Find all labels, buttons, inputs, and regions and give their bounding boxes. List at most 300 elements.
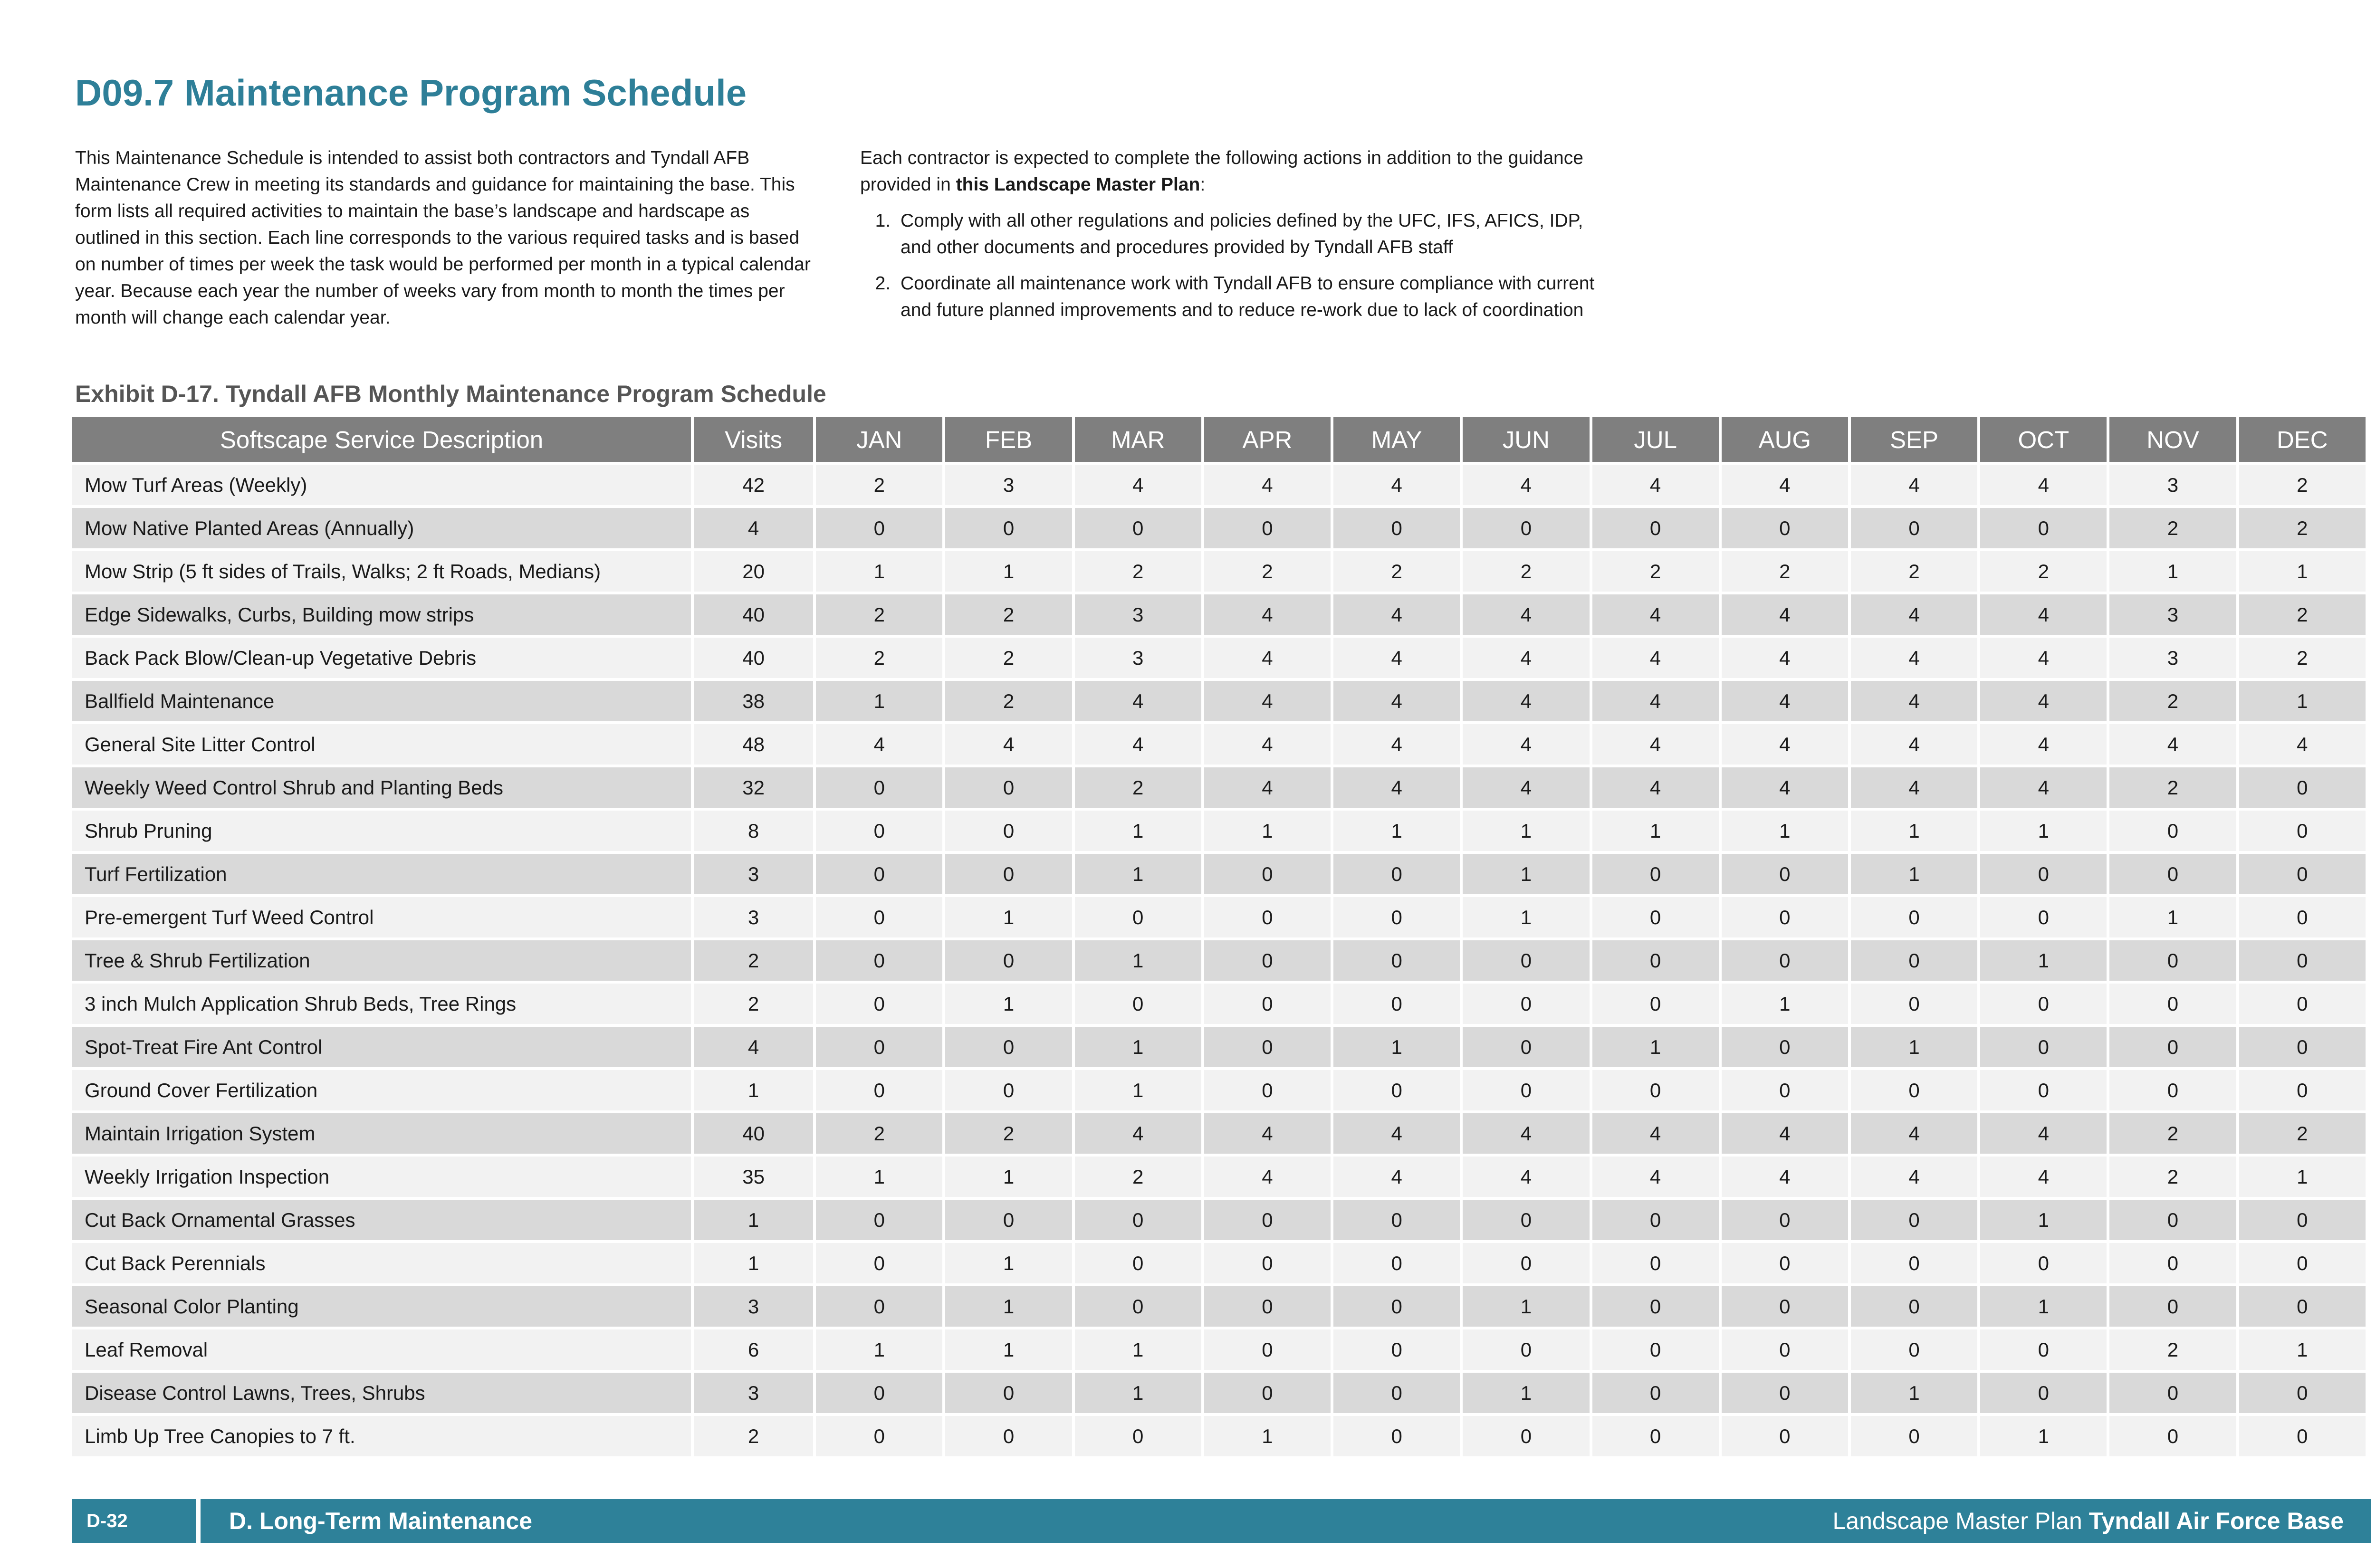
month-cell: 0 [1851,984,1977,1024]
month-cell: 0 [945,1200,1072,1240]
service-description-cell: Seasonal Color Planting [72,1286,691,1327]
month-cell: 4 [945,724,1072,765]
month-cell: 4 [1463,681,1589,721]
month-cell: 1 [945,1286,1072,1327]
month-cell: 0 [1463,1416,1589,1456]
page-title: D09.7 Maintenance Program Schedule [75,72,747,114]
month-cell: 0 [2239,1286,2366,1327]
month-cell: 1 [1980,811,2107,851]
visits-cell: 3 [694,1373,813,1413]
visits-cell: 48 [694,724,813,765]
visits-cell: 8 [694,811,813,851]
month-cell: 4 [1204,681,1331,721]
month-cell: 1 [1333,811,1460,851]
column-header-dec: DEC [2239,417,2366,462]
month-cell: 0 [816,767,942,808]
month-cell: 0 [1851,1329,1977,1370]
month-cell: 4 [1333,1113,1460,1154]
month-cell: 1 [2239,1157,2366,1197]
month-cell: 0 [816,854,942,894]
month-cell: 0 [2109,1373,2236,1413]
month-cell: 4 [1722,767,1848,808]
visits-cell: 3 [694,897,813,937]
service-description-cell: Mow Strip (5 ft sides of Trails, Walks; 2 ft Roads, Medians) [72,551,691,592]
table-row [72,1329,2366,1370]
month-cell: 1 [1075,854,1201,894]
month-cell: 0 [1592,897,1719,937]
month-cell: 0 [1204,508,1331,548]
month-cell: 0 [1463,1200,1589,1240]
month-cell: 4 [1333,465,1460,505]
month-cell: 0 [1333,1416,1460,1456]
month-cell: 0 [1722,1243,1848,1283]
month-cell: 0 [2239,1027,2366,1067]
service-description-cell: Maintain Irrigation System [72,1113,691,1154]
month-cell: 0 [1851,1243,1977,1283]
table-row [72,1243,2366,1283]
month-cell: 0 [1463,1329,1589,1370]
visits-cell: 2 [694,940,813,981]
service-description-cell: Weekly Irrigation Inspection [72,1157,691,1197]
month-cell: 0 [1333,1373,1460,1413]
service-description-cell: Cut Back Ornamental Grasses [72,1200,691,1240]
visits-cell: 1 [694,1243,813,1283]
month-cell: 0 [1204,1027,1331,1067]
service-description-cell: Pre-emergent Turf Weed Control [72,897,691,937]
month-cell: 0 [1333,984,1460,1024]
month-cell: 4 [1075,724,1201,765]
month-cell: 4 [1722,1157,1848,1197]
month-cell: 4 [1851,638,1977,678]
document-title-light: Landscape Master Plan [1832,1508,2089,1534]
month-cell: 2 [2109,1329,2236,1370]
service-description-cell: Shrub Pruning [72,811,691,851]
month-cell: 0 [2109,811,2236,851]
month-cell: 0 [2239,811,2366,851]
month-cell: 2 [2109,1157,2236,1197]
month-cell: 1 [816,1329,942,1370]
month-cell: 0 [2109,1243,2236,1283]
month-cell: 0 [1722,1329,1848,1370]
month-cell: 4 [1592,465,1719,505]
exhibit-title: Exhibit D-17. Tyndall AFB Monthly Maintenance Program Schedule [75,381,826,407]
column-header-may: MAY [1333,417,1460,462]
month-cell: 0 [945,1373,1072,1413]
service-description-cell: Mow Turf Areas (Weekly) [72,465,691,505]
month-cell: 0 [1722,1416,1848,1456]
table-row [72,984,2366,1024]
month-cell: 0 [1980,1070,2107,1110]
month-cell: 0 [816,1027,942,1067]
column-header-aug: AUG [1722,417,1848,462]
month-cell: 2 [816,594,942,635]
month-cell: 4 [1463,1157,1589,1197]
service-description-cell: Edge Sidewalks, Curbs, Building mow strips [72,594,691,635]
column-header-apr: APR [1204,417,1331,462]
month-cell: 0 [1722,1373,1848,1413]
month-cell: 1 [1980,1286,2107,1327]
month-cell: 2 [2109,767,2236,808]
visits-cell: 1 [694,1070,813,1110]
month-cell: 1 [2109,551,2236,592]
month-cell: 0 [2239,1243,2366,1283]
service-description-cell: Mow Native Planted Areas (Annually) [72,508,691,548]
month-cell: 0 [1075,1243,1201,1283]
month-cell: 4 [1592,594,1719,635]
month-cell: 1 [2239,551,2366,592]
month-cell: 0 [2109,854,2236,894]
month-cell: 0 [1592,1373,1719,1413]
month-cell: 2 [2239,1113,2366,1154]
column-header-nov: NOV [2109,417,2236,462]
month-cell: 0 [1592,940,1719,981]
visits-cell: 2 [694,1416,813,1456]
month-cell: 0 [2239,940,2366,981]
service-description-cell: Leaf Removal [72,1329,691,1370]
column-header-description: Softscape Service Description [72,417,691,462]
section-title: D. Long-Term Maintenance [229,1508,533,1534]
month-cell: 4 [1204,724,1331,765]
month-cell: 4 [1980,724,2107,765]
month-cell: 1 [1075,1027,1201,1067]
month-cell: 0 [1463,940,1589,981]
month-cell: 0 [1592,1243,1719,1283]
month-cell: 2 [945,638,1072,678]
month-cell: 4 [1851,767,1977,808]
month-cell: 4 [1463,465,1589,505]
table-row [72,508,2366,548]
table-row [72,1027,2366,1067]
month-cell: 4 [1851,465,1977,505]
visits-cell: 20 [694,551,813,592]
service-description-cell: Limb Up Tree Canopies to 7 ft. [72,1416,691,1456]
month-cell: 0 [1333,854,1460,894]
contractor-requirements [860,145,1601,333]
month-cell: 1 [1463,1373,1589,1413]
month-cell: 4 [1204,594,1331,635]
month-cell: 2 [945,1113,1072,1154]
table-row [72,767,2366,808]
month-cell: 1 [1463,1286,1589,1327]
month-cell: 1 [945,984,1072,1024]
month-cell: 0 [2109,1070,2236,1110]
month-cell: 0 [1592,1329,1719,1370]
visits-cell: 3 [694,1286,813,1327]
table-row [72,1157,2366,1197]
month-cell: 0 [945,811,1072,851]
visits-cell: 40 [694,1113,813,1154]
month-cell: 4 [1722,594,1848,635]
month-cell: 4 [1075,1113,1201,1154]
month-cell: 4 [1204,1113,1331,1154]
month-cell: 1 [945,1243,1072,1283]
month-cell: 0 [2239,1416,2366,1456]
table-row [72,811,2366,851]
month-cell: 0 [1592,508,1719,548]
month-cell: 2 [2109,1113,2236,1154]
month-cell: 4 [1851,1113,1977,1154]
month-cell: 4 [1980,1157,2107,1197]
service-description-cell: 3 inch Mulch Application Shrub Beds, Tree Rings [72,984,691,1024]
month-cell: 0 [945,1027,1072,1067]
service-description-cell: Turf Fertilization [72,854,691,894]
month-cell: 0 [1463,1070,1589,1110]
month-cell: 0 [1980,508,2107,548]
table-row [72,638,2366,678]
maintenance-schedule-table [69,414,2368,1459]
column-header-oct: OCT [1980,417,2107,462]
month-cell: 1 [1851,1373,1977,1413]
month-cell: 2 [1851,551,1977,592]
month-cell: 0 [1592,1416,1719,1456]
month-cell: 2 [2239,638,2366,678]
month-cell: 0 [945,1416,1072,1456]
month-cell: 0 [1075,897,1201,937]
month-cell: 2 [1204,551,1331,592]
month-cell: 0 [1075,1286,1201,1327]
month-cell: 0 [2239,1070,2366,1110]
month-cell: 1 [1851,1027,1977,1067]
month-cell: 0 [2239,1200,2366,1240]
month-cell: 1 [1463,811,1589,851]
service-description-cell: Spot-Treat Fire Ant Control [72,1027,691,1067]
month-cell: 0 [945,940,1072,981]
month-cell: 2 [1463,551,1589,592]
month-cell: 0 [1980,1329,2107,1370]
month-cell: 4 [1463,724,1589,765]
month-cell: 0 [1333,1329,1460,1370]
month-cell: 4 [1851,724,1977,765]
table-row [72,594,2366,635]
month-cell: 4 [1333,681,1460,721]
month-cell: 1 [1722,811,1848,851]
month-cell: 1 [945,1329,1072,1370]
month-cell: 3 [2109,594,2236,635]
month-cell: 0 [1980,1373,2107,1413]
month-cell: 1 [816,681,942,721]
month-cell: 0 [1463,1243,1589,1283]
month-cell: 4 [1851,594,1977,635]
month-cell: 1 [1980,940,2107,981]
month-cell: 0 [2109,940,2236,981]
month-cell: 1 [2239,681,2366,721]
month-cell: 0 [1592,1286,1719,1327]
month-cell: 0 [2239,897,2366,937]
visits-cell: 4 [694,508,813,548]
month-cell: 0 [1333,1200,1460,1240]
month-cell: 0 [1204,897,1331,937]
month-cell: 0 [1851,1286,1977,1327]
visits-cell: 40 [694,638,813,678]
month-cell: 0 [1851,1200,1977,1240]
month-cell: 0 [816,1070,942,1110]
table-header-row [72,417,2366,462]
table-row [72,1113,2366,1154]
month-cell: 0 [1204,1329,1331,1370]
month-cell: 4 [1592,638,1719,678]
month-cell: 1 [1075,1373,1201,1413]
month-cell: 4 [1463,638,1589,678]
month-cell: 4 [1463,594,1589,635]
month-cell: 2 [1075,767,1201,808]
table-row [72,897,2366,937]
table-row [72,465,2366,505]
month-cell: 0 [1204,1373,1331,1413]
month-cell: 4 [2109,724,2236,765]
month-cell: 0 [1851,508,1977,548]
month-cell: 2 [1075,551,1201,592]
month-cell: 2 [1980,551,2107,592]
month-cell: 4 [1333,638,1460,678]
month-cell: 1 [1463,897,1589,937]
month-cell: 2 [1075,1157,1201,1197]
month-cell: 4 [1592,1113,1719,1154]
table-row [72,551,2366,592]
month-cell: 0 [1333,1286,1460,1327]
service-description-cell: Weekly Weed Control Shrub and Planting Beds [72,767,691,808]
month-cell: 2 [2239,594,2366,635]
service-description-cell: Ground Cover Fertilization [72,1070,691,1110]
month-cell: 4 [2239,724,2366,765]
month-cell: 4 [1722,638,1848,678]
month-cell: 0 [1722,1070,1848,1110]
month-cell: 0 [816,1243,942,1283]
service-description-cell: Tree & Shrub Fertilization [72,940,691,981]
month-cell: 0 [816,897,942,937]
footer-bar [72,1499,2371,1543]
service-description-cell: Ballfield Maintenance [72,681,691,721]
table-row [72,854,2366,894]
month-cell: 2 [816,1113,942,1154]
month-cell: 0 [1204,984,1331,1024]
month-cell: 1 [945,1157,1072,1197]
visits-cell: 35 [694,1157,813,1197]
month-cell: 0 [2109,984,2236,1024]
month-cell: 2 [945,681,1072,721]
requirements-lead-text: Each contractor is expected to complete the following actions in addition to the guidance provided in [860,148,1583,195]
month-cell: 0 [1851,1416,1977,1456]
requirements-lead-end: : [1200,174,1206,195]
month-cell: 0 [2109,1416,2236,1456]
month-cell: 0 [1333,508,1460,548]
month-cell: 1 [1722,984,1848,1024]
month-cell: 0 [816,1373,942,1413]
month-cell: 4 [1851,1157,1977,1197]
month-cell: 4 [1980,638,2107,678]
visits-cell: 32 [694,767,813,808]
requirements-lead [860,145,1601,198]
month-cell: 3 [1075,638,1201,678]
month-cell: 0 [1204,1200,1331,1240]
month-cell: 4 [1980,594,2107,635]
month-cell: 0 [1980,1027,2107,1067]
month-cell: 1 [1075,940,1201,981]
month-cell: 0 [1592,1200,1719,1240]
month-cell: 4 [1980,767,2107,808]
month-cell: 0 [816,1416,942,1456]
month-cell: 4 [1592,767,1719,808]
document-title [1833,1499,2344,1543]
month-cell: 1 [816,551,942,592]
month-cell: 1 [1075,811,1201,851]
month-cell: 0 [945,767,1072,808]
visits-cell: 6 [694,1329,813,1370]
month-cell: 0 [1204,940,1331,981]
table-row [72,940,2366,981]
month-cell: 4 [1851,681,1977,721]
month-cell: 0 [1463,1027,1589,1067]
month-cell: 4 [1592,724,1719,765]
month-cell: 0 [1075,1200,1201,1240]
month-cell: 0 [2109,1200,2236,1240]
service-description-cell: Cut Back Perennials [72,1243,691,1283]
month-cell: 1 [1980,1416,2107,1456]
month-cell: 2 [816,638,942,678]
month-cell: 1 [2109,897,2236,937]
month-cell: 4 [1333,724,1460,765]
month-cell: 1 [1204,1416,1331,1456]
month-cell: 0 [1592,984,1719,1024]
column-header-jan: JAN [816,417,942,462]
month-cell: 4 [1592,681,1719,721]
month-cell: 3 [2109,638,2236,678]
column-header-mar: MAR [1075,417,1201,462]
month-cell: 0 [816,984,942,1024]
month-cell: 3 [945,465,1072,505]
table-row [72,1373,2366,1413]
month-cell: 4 [816,724,942,765]
requirements-lead-bold: this Landscape Master Plan [956,174,1200,195]
month-cell: 4 [1592,1157,1719,1197]
month-cell: 0 [945,1070,1072,1110]
month-cell: 0 [1722,1027,1848,1067]
month-cell: 2 [1722,551,1848,592]
month-cell: 0 [1204,1070,1331,1110]
month-cell: 2 [2109,681,2236,721]
month-cell: 0 [2109,1286,2236,1327]
month-cell: 0 [1075,984,1201,1024]
month-cell: 0 [1204,854,1331,894]
month-cell: 0 [1204,1243,1331,1283]
month-cell: 3 [2109,465,2236,505]
month-cell: 0 [1333,940,1460,981]
table-row [72,1200,2366,1240]
month-cell: 4 [1204,465,1331,505]
month-cell: 4 [1722,724,1848,765]
month-cell: 4 [1722,681,1848,721]
month-cell: 0 [816,1200,942,1240]
footer-divider [196,1499,201,1543]
month-cell: 0 [1722,1200,1848,1240]
intro-paragraph: This Maintenance Schedule is intended to assist both contractors and Tyndall AFB Maintenance Crew in meeting its standards and guidance for maintaining the base. This form lists all required activities to maintain the base’s landscape and hardscape as outlined in this section. Each line corresponds to the various required tasks and is based on number of times per week the task would be performed per month in a typical calendar year. Because each year the number of weeks vary from month to month the times per month will change each calendar year. [75,148,811,328]
month-cell: 2 [1333,551,1460,592]
month-cell: 0 [2239,854,2366,894]
month-cell: 1 [1851,854,1977,894]
month-cell: 1 [1592,1027,1719,1067]
month-cell: 0 [1463,508,1589,548]
table-row [72,1070,2366,1110]
month-cell: 4 [1333,594,1460,635]
column-header-sep: SEP [1851,417,1977,462]
month-cell: 2 [2239,508,2366,548]
month-cell: 0 [1980,854,2107,894]
month-cell: 0 [945,508,1072,548]
month-cell: 0 [1851,940,1977,981]
month-cell: 4 [1463,767,1589,808]
month-cell: 1 [2239,1329,2366,1370]
month-cell: 0 [816,811,942,851]
month-cell: 0 [1980,984,2107,1024]
